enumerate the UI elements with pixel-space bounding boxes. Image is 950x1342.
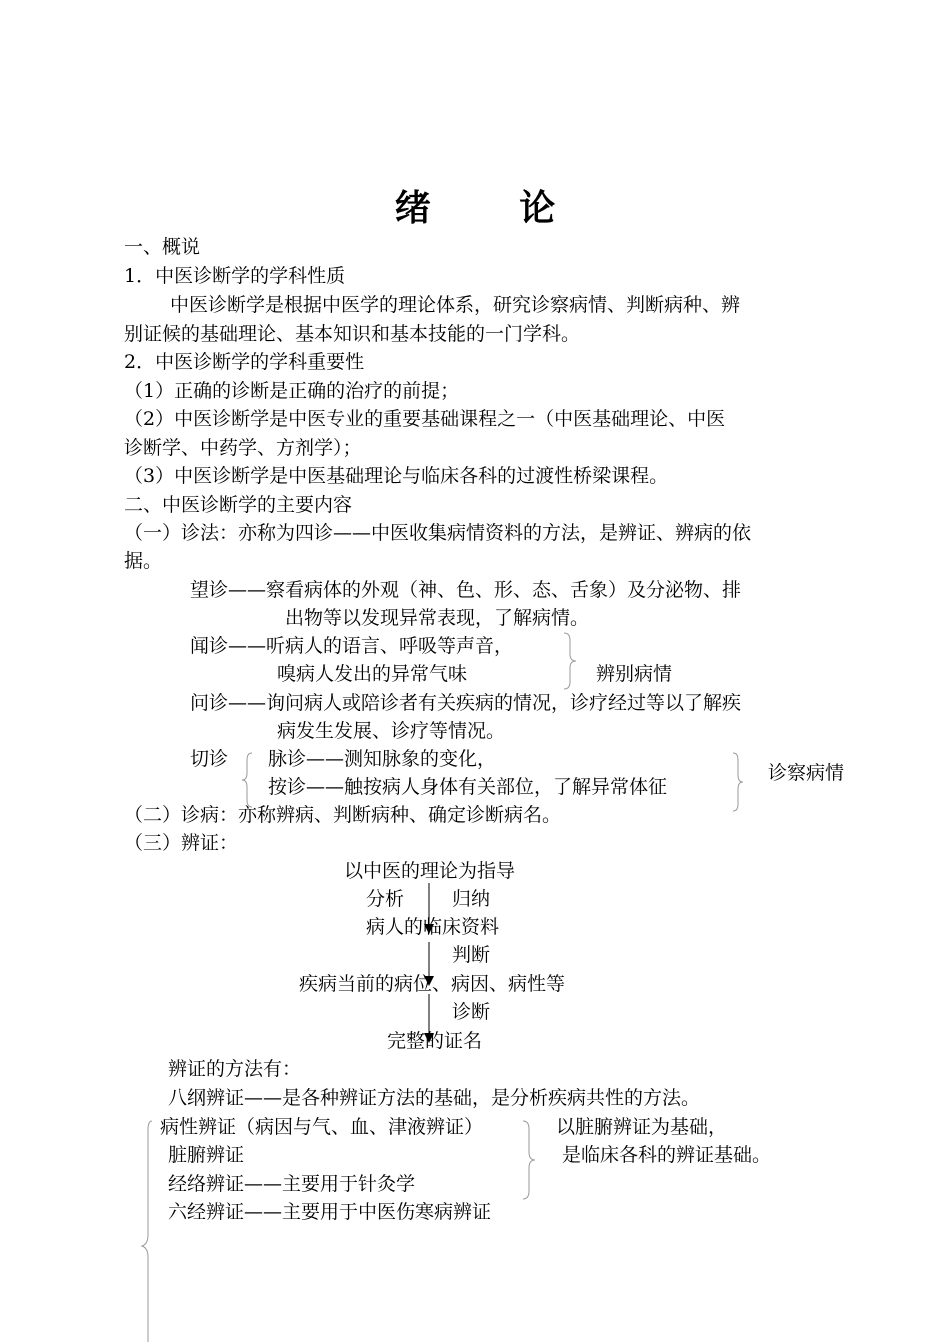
importance-item-1: （1）正确的诊断是正确的治疗的前提； — [124, 380, 460, 402]
subheading-importance: 2．中医诊断学的学科重要性 — [124, 351, 365, 373]
zhenbing-line: （二）诊病：亦称辨病、判断病种、确定诊断病名。 — [124, 804, 562, 826]
method-liujing: 六经辨证——主要用于中医伤寒病辨证 — [168, 1201, 492, 1223]
wenzhen-ask-line-1: 问诊——询问病人或陪诊者有关疾病的情况，诊疗经过等以了解疾 — [190, 692, 742, 714]
subheading-nature: 1．中医诊断学的学科性质 — [124, 265, 346, 287]
importance-item-2-line-2: 诊断学、中药学、方剂学）； — [124, 437, 362, 459]
methods-note-line-1: 以脏腑辨证为基础， — [556, 1116, 728, 1138]
importance-item-3: （3）中医诊断学是中医基础理论与临床各科的过渡性桥梁课程。 — [124, 465, 669, 487]
left-brace-methods — [140, 1120, 154, 1342]
right-brace-methods — [520, 1120, 538, 1200]
definition-line-1: 中医诊断学是根据中医学的理论体系，研究诊察病情、判断病种、辨 — [170, 294, 741, 316]
left-brace-qiezhen — [240, 752, 256, 808]
method-bingxing: 病性辨证（病因与气、血、津液辨证） — [160, 1116, 484, 1138]
zhencha-label: 诊察病情 — [768, 762, 845, 784]
flow-judge: 判断 — [452, 944, 491, 966]
methods-heading: 辨证的方法有： — [168, 1058, 302, 1080]
wenzhen-listen-line-1: 闻诊——听病人的语言、呼吸等声音， — [190, 635, 514, 657]
method-bagang: 八纲辨证——是各种辨证方法的基础，是分析疾病共性的方法。 — [168, 1087, 701, 1109]
method-jingluo: 经络辨证——主要用于针灸学 — [168, 1173, 416, 1195]
wangzhen-line-2: 出物等以发现异常表现，了解病情。 — [285, 607, 590, 629]
definition-line-2: 别证候的基础理论、基本知识和基本技能的一门学科。 — [124, 323, 581, 345]
section-heading-content: 二、中医诊断学的主要内容 — [124, 494, 353, 516]
flow-guide: 以中医的理论为指导 — [344, 860, 516, 882]
maizhen-line: 脉诊——测知脉象的变化， — [268, 748, 497, 770]
flow-analyze: 分析 — [366, 888, 405, 910]
section-heading-overview: 一、概说 — [124, 236, 201, 258]
flow-diagnose: 诊断 — [452, 1001, 491, 1023]
flow-clinical: 病人的临床资料 — [366, 916, 500, 938]
flow-disease: 疾病当前的病位、病因、病性等 — [299, 973, 566, 995]
bianbie-label: 辨别病情 — [596, 663, 673, 685]
page-title: 绪 论 — [394, 187, 594, 229]
flow-induce: 归纳 — [452, 888, 491, 910]
wangzhen-line-1: 望诊——察看病体的外观（神、色、形、态、舌象）及分泌物、排 — [190, 579, 742, 601]
methods-note-line-2: 是临床各科的辨证基础。 — [562, 1144, 772, 1166]
wenzhen-ask-line-2: 病发生发展、诊疗等情况。 — [277, 720, 506, 742]
zhenfa-line-2: 据。 — [124, 550, 163, 572]
right-brace-zhencha — [730, 752, 746, 812]
right-brace-bianbie — [560, 632, 580, 690]
method-zangfu: 脏腑辨证 — [168, 1144, 245, 1166]
qiezhen-label: 切诊 — [190, 748, 229, 770]
flow-result: 完整的证名 — [387, 1030, 483, 1052]
wenzhen-listen-line-2: 嗅病人发出的异常气味 — [277, 663, 468, 685]
anzhen-line: 按诊——触按病人身体有关部位，了解异常体征 — [268, 776, 668, 798]
importance-item-2-line-1: （2）中医诊断学是中医专业的重要基础课程之一（中医基础理论、中医 — [124, 408, 726, 430]
flow-arrows — [420, 880, 440, 1050]
zhenfa-line-1: （一）诊法：亦称为四诊——中医收集病情资料的方法，是辨证、辨病的依 — [124, 522, 752, 544]
bianzheng-heading: （三）辨证： — [124, 832, 239, 854]
